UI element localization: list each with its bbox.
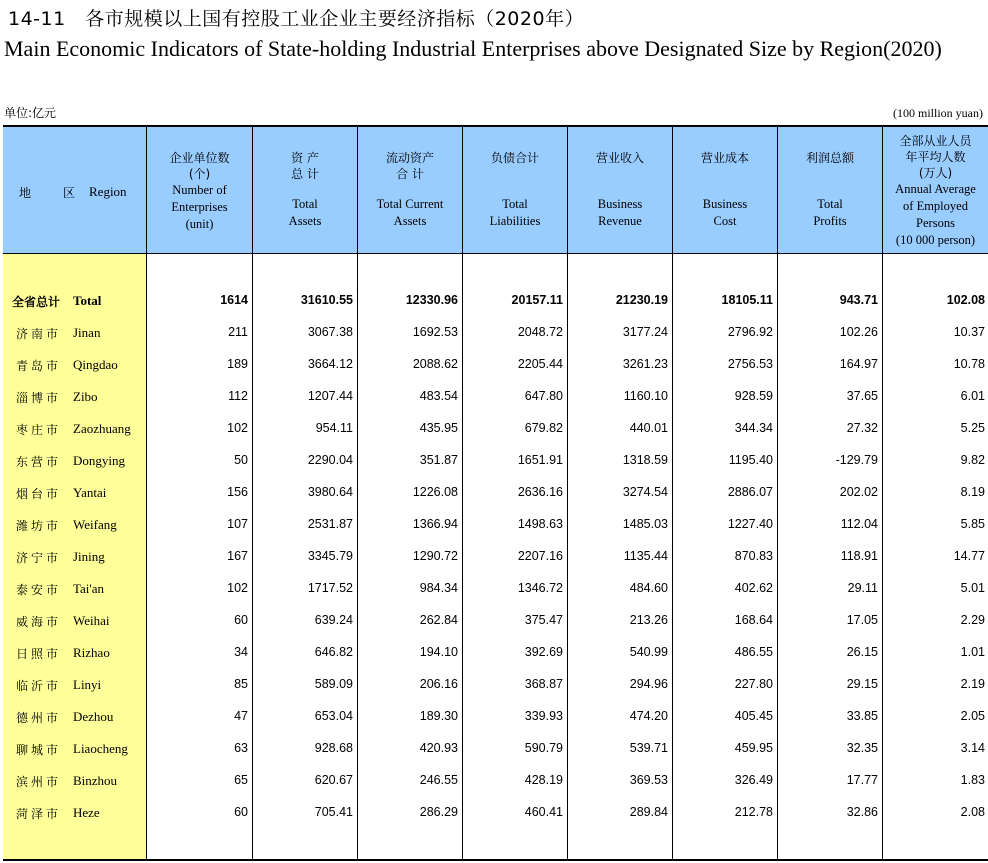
cell-revenue: 440.01 <box>629 421 668 435</box>
cell-cost: 2886.07 <box>727 485 773 499</box>
table-row <box>3 445 988 477</box>
header-revenue-en-2: Revenue <box>598 214 642 228</box>
table-title-english: Main Economic Indicators of State-holding Industrial Enterprises above Designated Size by Region(2020) <box>4 36 942 61</box>
region-name-cn: 烟台市 <box>16 487 62 501</box>
table-row <box>3 797 988 829</box>
header-liabilities-en-1: Total <box>502 197 528 211</box>
cell-profits: 112.04 <box>840 517 878 531</box>
header-revenue-cn: 营业收入 <box>595 151 644 165</box>
region-name-en: Tai'an <box>73 581 105 596</box>
region-name-cn: 滨州市 <box>16 775 62 789</box>
cell-enterprises: 189 <box>227 357 248 371</box>
cell-profits: -129.79 <box>835 453 878 467</box>
header-cost-en-2: Cost <box>713 214 737 228</box>
cell-persons: 3.14 <box>960 741 985 755</box>
cell-liabilities: 647.80 <box>524 389 563 403</box>
cell-cost: 870.83 <box>734 549 773 563</box>
cell-assets: 3980.64 <box>307 485 353 499</box>
cell-cost: 227.80 <box>734 677 773 691</box>
cell-assets: 620.67 <box>314 773 353 787</box>
cell-cost: 459.95 <box>734 741 773 755</box>
unit-label-english: (100 million yuan) <box>893 106 983 120</box>
region-name-en: Zaozhuang <box>73 421 131 436</box>
header-current-assets-en-1: Total Current <box>376 197 444 211</box>
cell-revenue: 540.99 <box>629 645 668 659</box>
table-row <box>3 573 988 605</box>
cell-persons: 5.01 <box>960 581 985 595</box>
cell-liabilities: 1651.91 <box>517 453 563 467</box>
cell-current-assets: 351.87 <box>419 453 458 467</box>
cell-cost: 2796.92 <box>727 325 773 339</box>
region-name-en: Liaocheng <box>73 741 128 756</box>
table-row <box>3 637 988 669</box>
cell-assets: 2290.04 <box>307 453 353 467</box>
cell-liabilities: 428.19 <box>524 773 563 787</box>
cell-persons: 6.01 <box>960 389 985 403</box>
header-cost-en-1: Business <box>702 197 748 211</box>
header-region <box>3 127 146 253</box>
cell-revenue: 484.60 <box>629 581 668 595</box>
cell-persons: 9.82 <box>960 453 985 467</box>
cell-enterprises: 47 <box>234 709 248 723</box>
cell-profits: 29.15 <box>846 677 878 691</box>
cell-revenue: 539.71 <box>629 741 668 755</box>
header-revenue <box>568 127 672 253</box>
cell-enterprises: 102 <box>227 581 248 595</box>
cell-cost: 168.64 <box>734 613 773 627</box>
header-current-assets-en-2: Assets <box>393 214 427 228</box>
cell-cost: 326.49 <box>734 773 773 787</box>
table-title-chinese: 14-11 各市规模以上国有控股工业企业主要经济指标（2020年） <box>8 8 585 30</box>
cell-persons: 5.25 <box>960 421 985 435</box>
cell-cost: 1227.40 <box>727 517 773 531</box>
region-name-cn: 威海市 <box>16 615 62 629</box>
cell-assets: 3345.79 <box>307 549 353 563</box>
header-current-assets <box>358 127 462 253</box>
cell-enterprises: 211 <box>228 325 248 339</box>
cell-revenue: 1318.59 <box>622 453 668 467</box>
header-persons-cn-1: 全部从业人员 <box>899 134 972 148</box>
cell-assets: 31610.55 <box>300 293 353 307</box>
table-row <box>3 669 988 701</box>
region-name-cn: 菏泽市 <box>16 807 62 821</box>
header-revenue-en-1: Business <box>597 197 643 211</box>
header-enterprises-en-2: Enterprises <box>171 200 228 214</box>
cell-enterprises: 60 <box>234 613 248 627</box>
header-profits-en-1: Total <box>817 197 843 211</box>
cell-profits: 32.86 <box>846 805 878 819</box>
region-name-cn: 青岛市 <box>16 359 62 373</box>
table-bottom-rule <box>3 859 988 861</box>
region-name-cn: 济宁市 <box>16 551 62 565</box>
region-name-cn: 潍坊市 <box>16 519 62 533</box>
indicator-table <box>3 125 988 861</box>
header-enterprises-en-3: (unit) <box>185 217 214 231</box>
header-enterprises-cn: 企业单位数 <box>169 151 230 165</box>
total-row <box>3 285 988 317</box>
cell-current-assets: 2088.62 <box>412 357 458 371</box>
cell-revenue: 3274.54 <box>622 485 668 499</box>
cell-persons: 2.19 <box>960 677 985 691</box>
header-persons-cn-3: (万人) <box>918 166 953 180</box>
cell-revenue: 1135.44 <box>623 549 668 563</box>
cell-current-assets: 189.30 <box>419 709 458 723</box>
cell-liabilities: 375.47 <box>524 613 563 627</box>
cell-enterprises: 34 <box>234 645 248 659</box>
cell-profits: 33.85 <box>846 709 878 723</box>
cell-cost: 402.62 <box>734 581 773 595</box>
cell-assets: 2531.87 <box>307 517 353 531</box>
region-name-en: Weihai <box>73 613 110 628</box>
header-region-en: Region <box>89 184 127 199</box>
table-row <box>3 349 988 381</box>
cell-assets: 1717.52 <box>307 581 353 595</box>
header-persons-en-4: (10 000 person) <box>895 233 976 247</box>
table-row <box>3 477 988 509</box>
cell-current-assets: 1692.53 <box>412 325 458 339</box>
cell-current-assets: 1226.08 <box>412 485 458 499</box>
region-name-cn: 日照市 <box>16 647 62 661</box>
unit-label-chinese: 单位:亿元 <box>4 106 57 120</box>
cell-cost: 928.59 <box>734 389 773 403</box>
cell-revenue: 3261.23 <box>622 357 668 371</box>
cell-profits: 102.26 <box>839 325 878 339</box>
cell-persons: 1.83 <box>960 773 985 787</box>
cell-persons: 5.85 <box>960 517 985 531</box>
cell-profits: 118.91 <box>840 549 878 563</box>
table-row <box>3 541 988 573</box>
cell-assets: 639.24 <box>314 613 353 627</box>
cell-current-assets: 435.95 <box>419 421 458 435</box>
table-row <box>3 701 988 733</box>
cell-liabilities: 339.93 <box>524 709 563 723</box>
region-name-cn: 枣庄市 <box>16 423 62 437</box>
region-name-en: Dezhou <box>73 709 114 724</box>
header-assets-cn-1: 资 产 <box>291 151 319 165</box>
region-name-cn: 泰安市 <box>16 583 62 597</box>
cell-persons: 8.19 <box>960 485 985 499</box>
cell-enterprises: 50 <box>234 453 248 467</box>
cell-liabilities: 2205.44 <box>517 357 563 371</box>
cell-profits: 17.05 <box>846 613 878 627</box>
cell-revenue: 369.53 <box>629 773 668 787</box>
cell-liabilities: 20157.11 <box>511 293 563 307</box>
table-row <box>3 509 988 541</box>
header-profits-en-2: Profits <box>813 214 847 228</box>
cell-profits: 32.35 <box>846 741 878 755</box>
cell-current-assets: 286.29 <box>419 805 458 819</box>
cell-persons: 10.78 <box>953 357 985 371</box>
region-name-en: Total <box>73 293 102 308</box>
cell-current-assets: 483.54 <box>419 389 458 403</box>
cell-enterprises: 167 <box>227 549 248 563</box>
cell-enterprises: 112 <box>228 389 248 403</box>
cell-assets: 3067.38 <box>307 325 353 339</box>
cell-persons: 2.08 <box>960 805 985 819</box>
cell-assets: 589.09 <box>314 677 353 691</box>
header-persons <box>883 127 988 253</box>
cell-liabilities: 392.69 <box>524 645 563 659</box>
cell-profits: 27.32 <box>846 421 878 435</box>
cell-assets: 954.11 <box>315 421 353 435</box>
region-name-cn: 济南市 <box>16 327 62 341</box>
header-cost <box>673 127 777 253</box>
cell-assets: 653.04 <box>314 709 353 723</box>
cell-liabilities: 460.41 <box>524 805 563 819</box>
cell-current-assets: 262.84 <box>419 613 458 627</box>
cell-persons: 10.37 <box>953 325 985 339</box>
cell-revenue: 294.96 <box>629 677 668 691</box>
header-region-cn: 地 区 <box>19 186 86 200</box>
region-name-en: Qingdao <box>73 357 118 372</box>
cell-cost: 344.34 <box>734 421 773 435</box>
cell-profits: 37.65 <box>846 389 878 403</box>
region-name-en: Zibo <box>73 389 98 404</box>
cell-liabilities: 590.79 <box>524 741 563 755</box>
cell-revenue: 1160.10 <box>623 389 668 403</box>
region-name-en: Dongying <box>73 453 125 468</box>
region-name-cn: 临沂市 <box>16 679 62 693</box>
region-name-cn: 聊城市 <box>16 743 62 757</box>
cell-enterprises: 156 <box>227 485 248 499</box>
table-row <box>3 413 988 445</box>
cell-revenue: 1485.03 <box>622 517 668 531</box>
header-profits-cn: 利润总额 <box>805 151 854 165</box>
header-assets <box>253 127 357 253</box>
cell-liabilities: 1498.63 <box>517 517 563 531</box>
table-row <box>3 605 988 637</box>
cell-persons: 2.29 <box>960 613 985 627</box>
cell-cost: 212.78 <box>734 805 773 819</box>
cell-enterprises: 1614 <box>220 293 248 307</box>
cell-current-assets: 1290.72 <box>412 549 458 563</box>
header-cost-cn: 营业成本 <box>700 151 749 165</box>
cell-cost: 405.45 <box>734 709 773 723</box>
cell-current-assets: 420.93 <box>419 741 458 755</box>
cell-liabilities: 679.82 <box>524 421 563 435</box>
cell-current-assets: 12330.96 <box>405 293 458 307</box>
header-profits <box>778 127 882 253</box>
cell-persons: 1.01 <box>960 645 985 659</box>
cell-enterprises: 102 <box>227 421 248 435</box>
cell-revenue: 474.20 <box>629 709 668 723</box>
region-name-cn: 淄博市 <box>16 391 62 405</box>
cell-enterprises: 107 <box>227 517 248 531</box>
region-name-cn: 德州市 <box>16 711 62 725</box>
cell-current-assets: 246.55 <box>419 773 458 787</box>
header-persons-en-2: of Employed <box>903 199 968 213</box>
region-name-en: Binzhou <box>73 773 118 788</box>
cell-cost: 486.55 <box>734 645 773 659</box>
cell-profits: 17.77 <box>846 773 878 787</box>
header-persons-en-1: Annual Average <box>895 182 976 196</box>
cell-enterprises: 65 <box>234 773 248 787</box>
cell-current-assets: 984.34 <box>419 581 458 595</box>
cell-liabilities: 2048.72 <box>517 325 563 339</box>
header-liabilities-en-2: Liabilities <box>489 214 541 228</box>
region-name-en: Heze <box>73 805 100 820</box>
header-assets-en-2: Assets <box>288 214 322 228</box>
header-current-assets-cn-2: 合 计 <box>396 167 424 181</box>
cell-assets: 705.41 <box>314 805 353 819</box>
cell-liabilities: 2636.16 <box>517 485 563 499</box>
cell-liabilities: 1346.72 <box>517 581 563 595</box>
region-name-en: Rizhao <box>73 645 110 660</box>
table-row <box>3 317 988 349</box>
header-persons-en-3: Persons <box>916 216 955 230</box>
header-assets-cn-2: 总 计 <box>291 167 319 181</box>
cell-liabilities: 368.87 <box>524 677 563 691</box>
region-name-en: Jinan <box>73 325 101 340</box>
header-current-assets-cn-1: 流动资产 <box>385 151 434 165</box>
cell-assets: 1207.44 <box>307 389 353 403</box>
region-name-en: Weifang <box>73 517 117 532</box>
cell-enterprises: 63 <box>234 741 248 755</box>
cell-cost: 2756.53 <box>727 357 773 371</box>
header-enterprises <box>147 127 252 253</box>
cell-cost: 1195.40 <box>728 453 773 467</box>
cell-assets: 646.82 <box>314 645 353 659</box>
table-row <box>3 765 988 797</box>
cell-persons: 102.08 <box>946 293 985 307</box>
header-persons-cn-2: 年平均人数 <box>905 150 966 164</box>
region-name-en: Linyi <box>73 677 102 692</box>
region-name-cn: 东营市 <box>16 455 62 469</box>
cell-revenue: 289.84 <box>629 805 668 819</box>
cell-current-assets: 206.16 <box>419 677 458 691</box>
cell-current-assets: 1366.94 <box>412 517 458 531</box>
cell-liabilities: 2207.16 <box>517 549 563 563</box>
cell-profits: 943.71 <box>839 293 878 307</box>
header-assets-en-1: Total <box>292 197 318 211</box>
header-enterprises-cn-unit: (个) <box>188 167 211 181</box>
cell-assets: 928.68 <box>314 741 353 755</box>
cell-revenue: 213.26 <box>629 613 668 627</box>
table-row <box>3 381 988 413</box>
cell-revenue: 3177.24 <box>622 325 668 339</box>
cell-enterprises: 85 <box>234 677 248 691</box>
region-name-cn: 全省总计 <box>12 295 61 309</box>
cell-revenue: 21230.19 <box>615 293 668 307</box>
cell-assets: 3664.12 <box>307 357 353 371</box>
cell-enterprises: 60 <box>234 805 248 819</box>
cell-persons: 14.77 <box>953 549 985 563</box>
cell-profits: 26.15 <box>846 645 878 659</box>
region-name-en: Jining <box>73 549 105 564</box>
cell-persons: 2.05 <box>960 709 985 723</box>
header-enterprises-en-1: Number of <box>172 183 227 197</box>
header-liabilities-cn: 负债合计 <box>490 151 539 165</box>
cell-profits: 29.11 <box>847 581 878 595</box>
region-name-en: Yantai <box>73 485 107 500</box>
cell-profits: 202.02 <box>839 485 878 499</box>
cell-profits: 164.97 <box>839 357 878 371</box>
table-row <box>3 733 988 765</box>
cell-cost: 18105.11 <box>721 293 773 307</box>
cell-current-assets: 194.10 <box>419 645 458 659</box>
header-liabilities <box>463 127 567 253</box>
